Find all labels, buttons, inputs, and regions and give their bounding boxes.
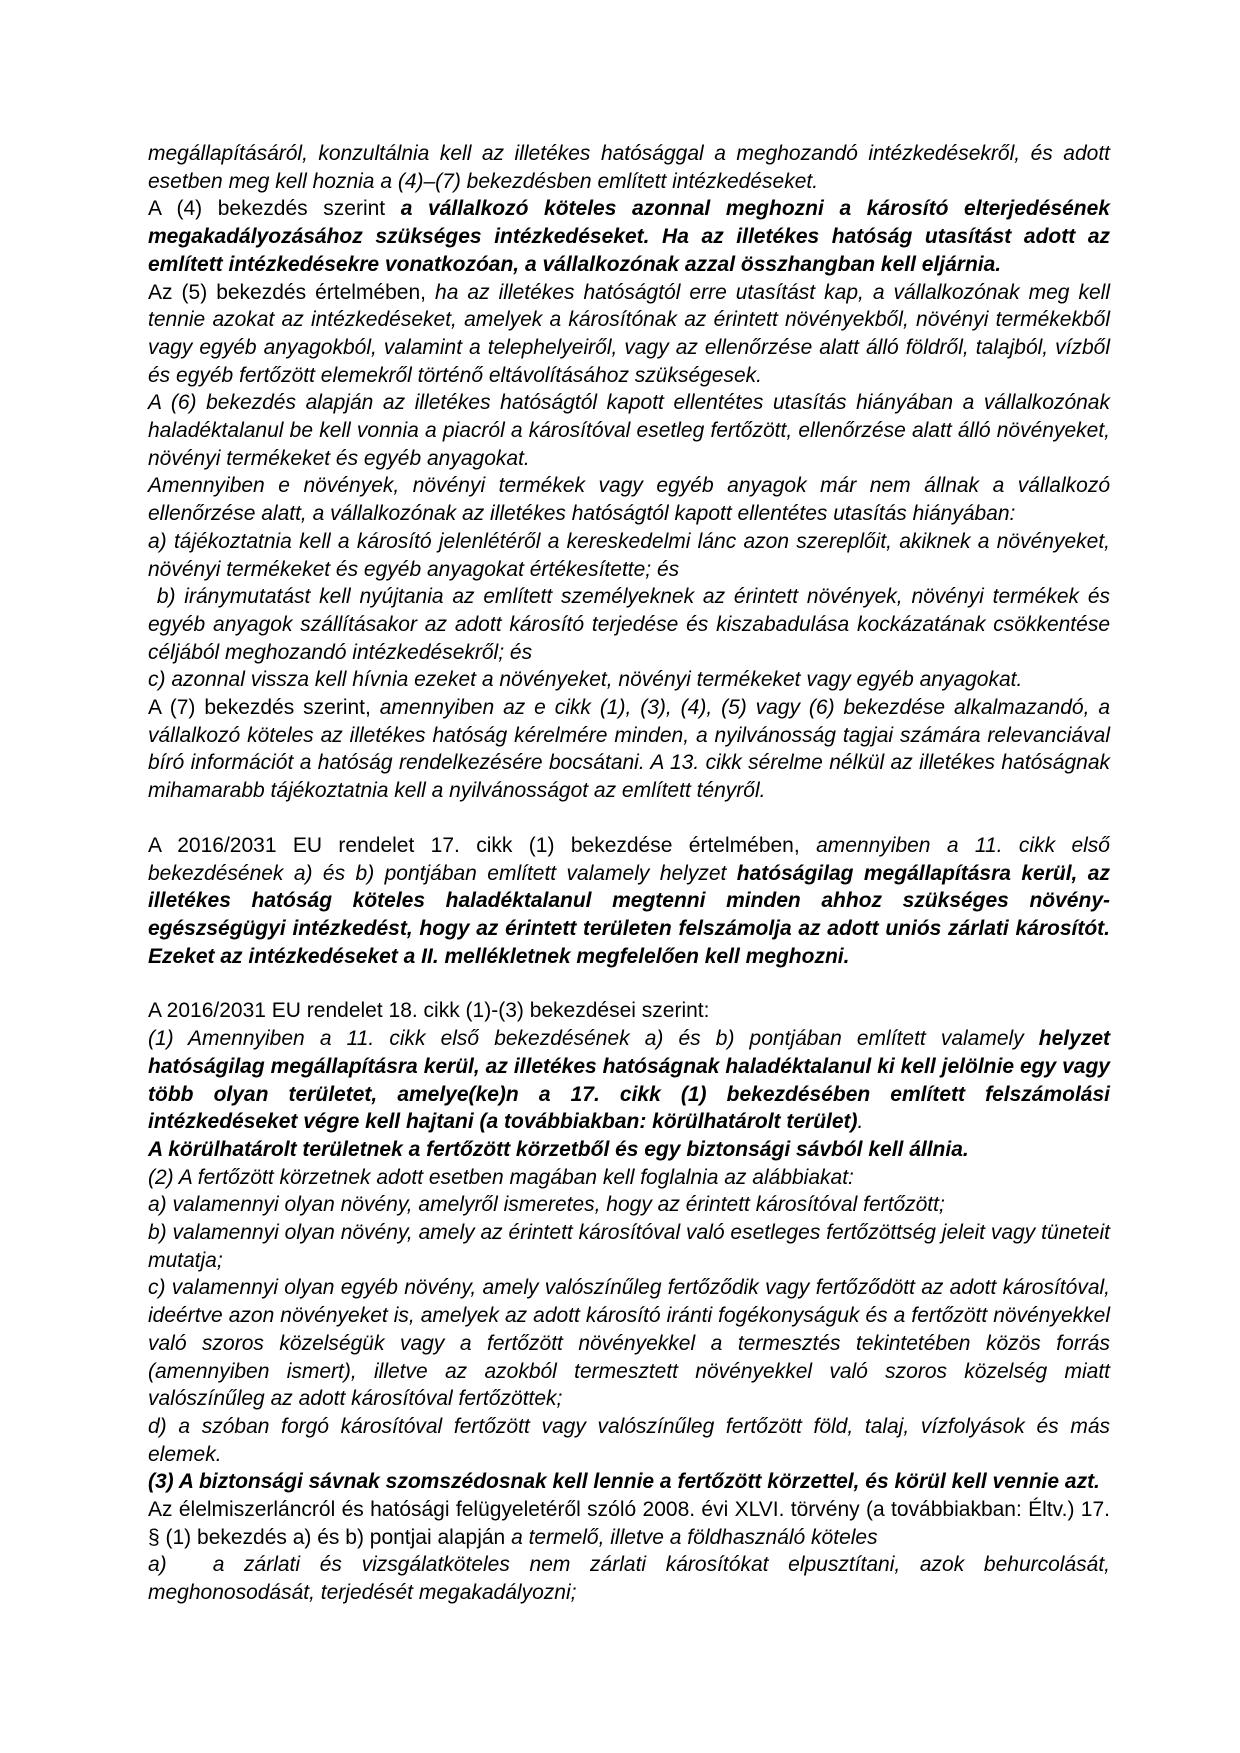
paragraph [148, 1136, 1110, 1164]
text-run: a vállalkozó köteles azonnal meghozni a károsító elterjedésének megakadályozásához szükséges intézkedéseket. Ha az illetékes hatóság utasítást adott az említett intézkedésekre vonatkozóan, a vállalkozónak azzal összhangban kell eljárnia. [148, 197, 1110, 276]
text-run: megállapításáról, konzultálnia kell az illetékes hatósággal a meghozandó intézkedésekről, és adott esetben meg kell hoznia a (4)–(7) bekezdésben említett intézkedéseket. [148, 142, 1110, 193]
paragraph [148, 997, 1110, 1025]
paragraph [148, 528, 1110, 583]
text-run: amennyiben az e cikk (1), (3), (4), (5) vagy (6) bekezdése alkalmazandó, a vállalkozó köteles az illetékes hatóság kérelmére minden, a nyilvánosság tagjai számára relevanciával bíró információt a hatóság rendelkezésére bocsátani. A 13. cikk sérelme nélkül az illetékes hatóságnak mihamarabb tájékoztatnia kell a nyilvánosságot az említett tényről. [148, 696, 1110, 803]
text-run: A (7) bekezdés szerint, [148, 696, 380, 720]
text-run: d) a szóban forgó károsítóval fertőzött vagy valószínűleg fertőzött föld, talaj, vízfolyások és más elemek. [148, 1414, 1110, 1466]
text-run: a) [148, 1553, 167, 1577]
paragraph [148, 140, 1110, 195]
paragraph [148, 1551, 1110, 1606]
text-run: a termelő, illetve a földhasználó köteles [511, 1525, 878, 1549]
text-run: b) valamennyi olyan növény, amely az érintett károsítóval való esetleges fertőzöttség jeleit vagy tüneteit mutatja; [148, 1221, 1110, 1272]
text-run: Az élelmiszerláncról és hatósági felügyeletéről szóló 2008. évi XLVI. törvény (a továbbiakban: Éltv.) 17. § (1) bekezdés a) és b) pontjai alapján [148, 1498, 1110, 1549]
text-run: b) iránymutatást kell nyújtania az említett személyeknek az érintett növények, növényi termékek és egyéb anyagok szállításakor az adott károsító terjedése és kiszabadulása kockázatának csökkentése céljából meghozandó intézkedésekről; és [148, 585, 1110, 664]
paragraph [148, 1025, 1110, 1136]
text-run: A körülhatárolt területnek a fertőzött körzetből és egy biztonsági sávból kell állnia. [148, 1137, 969, 1161]
text-run: Amennyiben e növények, növényi termékek vagy egyéb anyagok már nem állnak a vállalkozó ellenőrzése alatt, a vállalkozónak az illetékes hatóságtól kapott ellentétes utasítás hiányában: [148, 474, 1110, 526]
paragraph [148, 195, 1110, 278]
text-run: Az (5) bekezdés értelmében, [148, 280, 436, 304]
text-run: a) tájékoztatnia kell a károsító jelenlétéről a kereskedelmi lánc azon szereplőit, akiknek a növényeket, növényi termékeket és egyéb anyagokat értékesítette; és [148, 529, 1110, 581]
text-run: . [857, 1110, 864, 1134]
paragraph [148, 694, 1110, 805]
paragraph [148, 1164, 1110, 1192]
paragraph [148, 1496, 1110, 1551]
paragraph [148, 583, 1110, 666]
text-run: c) azonnal vissza kell hívnia ezeket a növényeket, növényi termékeket vagy egyéb anyagokat. [148, 668, 1023, 692]
text-run: (3) A biztonsági sávnak szomszédosnak kell lennie a fertőzött körzettel, és körül kell vennie azt. [148, 1470, 1100, 1494]
text-run: ha az illetékes hatóságtól erre utasítást kap, a vállalkozónak meg kell tennie azokat az intézkedéseket, amelyek a károsítónak az érintett növényekből, növényi termékekből vagy egyéb anyagokból, valamint a telephelyeiről, vagy az ellenőrzése alatt álló földről, talajból, vízből és egyéb fertőzött elemekről történő eltávolításához szükségesek. [148, 280, 1111, 387]
text-run: A (4) bekezdés szerint [148, 197, 401, 221]
text-run: (2) A fertőzött körzetnek adott esetben magában kell foglalnia az alábbiakat: [148, 1165, 854, 1189]
text-run: A 2016/2031 EU rendelet 18. cikk (1)-(3) bekezdései szerint: [148, 999, 710, 1023]
document-body [148, 140, 1110, 1607]
paragraph [148, 279, 1110, 390]
paragraph [148, 1413, 1110, 1468]
paragraph [148, 1219, 1110, 1274]
text-run: a) valamennyi olyan növény, amelyről ismeretes, hogy az érintett károsítóval fertőzött; [148, 1193, 945, 1217]
text-run: hatóságilag megállapításra kerül, az illetékes hatóság köteles haladéktalanul megtenni minden ahhoz szükséges növény-egészségügyi intézkedést, hogy az érintett területen felszámolja az adott uniós zárlati károsítót. Ezeket az intézkedéseket a II. mellékletnek megfelelően kell meghozni. [148, 861, 1110, 968]
paragraph [148, 666, 1110, 694]
paragraph [148, 1468, 1110, 1496]
text-run: a zárlati és vizsgálatköteles nem zárlati károsítókat elpusztítani, azok behurcolását, meghonosodását, terjedését megakadályozni; [148, 1553, 1110, 1605]
text-run: helyzet hatóságilag megállapításra kerül, az illetékes hatóságnak haladéktalanul ki kell jelölnie egy vagy több olyan területet, amelye(ke)n a 17. cikk (1) bekezdésében említett felszámolási intézkedéseket végre kell hajtani (a továbbiakban: körülhatárolt terület) [148, 1027, 1110, 1134]
text-run: A (6) bekezdés alapján az illetékes hatóságtól kapott ellentétes utasítás hiányában a vállalkozónak haladéktalanul be kell vonnia a piacról a károsítóval esetleg fertőzött, ellenőrzése alatt álló növényeket, növényi termékeket és egyéb anyagokat. [148, 391, 1110, 470]
paragraph [148, 832, 1110, 971]
text-run: A 2016/2031 EU rendelet 17. cikk (1) bekezdése értelmében, [148, 833, 817, 857]
text-run: amennyiben a 11. cikk első bekezdésének a) és b) pontjában említett valamely helyzet [148, 833, 1110, 885]
paragraph [148, 472, 1110, 527]
text-run: c) valamennyi olyan egyéb növény, amely valószínűleg fertőződik vagy fertőződött az adott károsítóval, ideértve azon növényeket is, amelyek az adott károsító iránti fogékonyságuk és a fertőzött növényekkel való szoros közelségük vagy a fertőzött növényekkel a termesztés tekintetében közös forrás (amennyiben ismert), illetve az azokból termesztett növényekkel való szoros közelség miatt valószínűleg az adott károsítóval fertőzöttek; [148, 1276, 1110, 1411]
text-run: (1) Amennyiben a 11. cikk első bekezdésének a) és b) pontjában említett valamely [148, 1027, 1039, 1051]
paragraph [148, 1191, 1110, 1219]
paragraph [148, 1274, 1110, 1413]
paragraph [148, 389, 1110, 472]
